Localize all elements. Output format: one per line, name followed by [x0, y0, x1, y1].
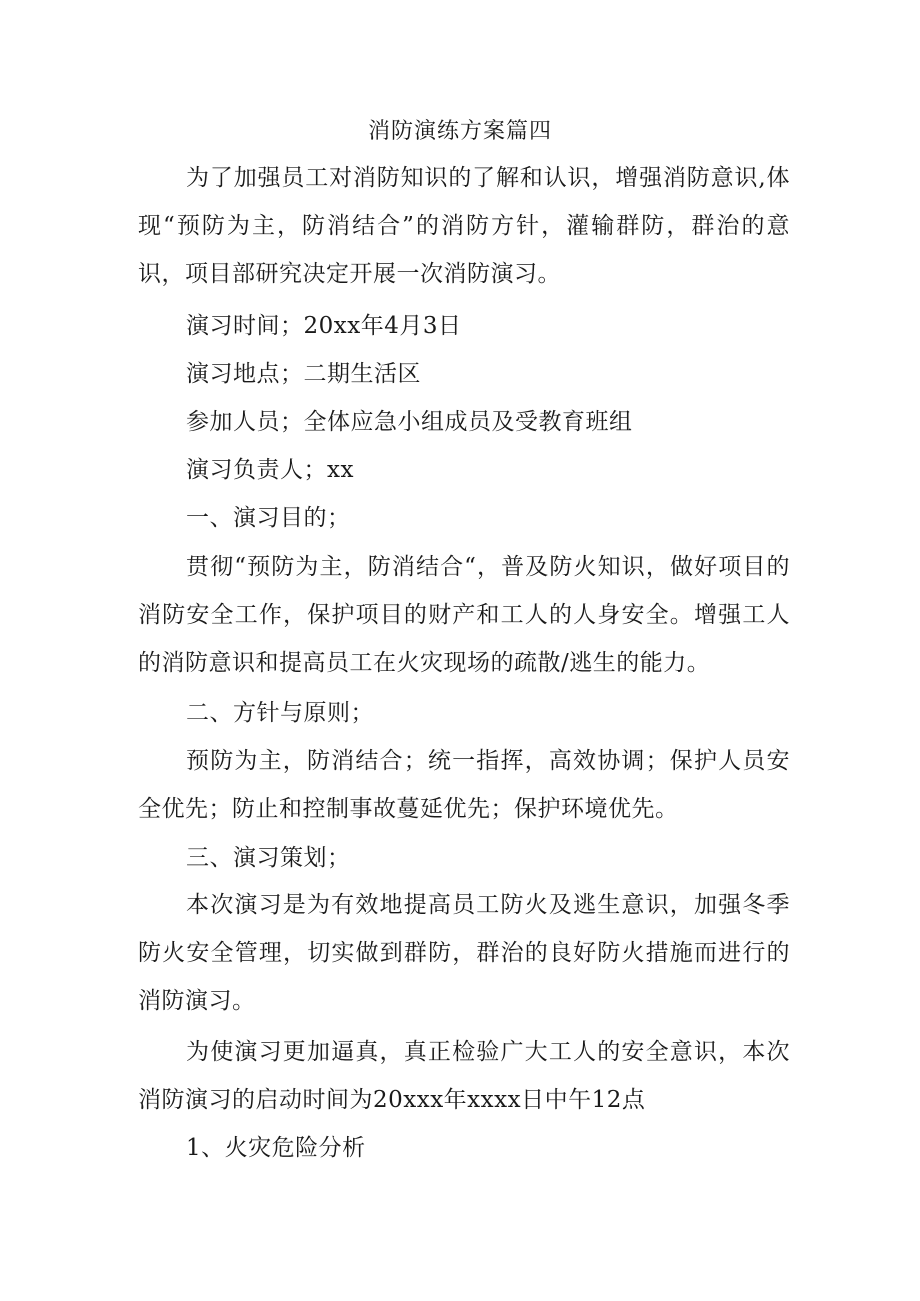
- subsection-1-heading: 1、火灾危险分析: [186, 1135, 366, 1161]
- drill-time: 演习时间；20xx年4月3日: [186, 313, 462, 339]
- drill-participants: 参加人员；全体应急小组成员及受教育班组: [186, 409, 633, 435]
- section-3-body-1: 本次演习是为有效地提高员工防火及逃生意识，加强冬季防火安全管理，切实做到群防，群治的良好防火措施而进行的消防演习。: [138, 892, 790, 1014]
- intro-paragraph: 为了加强员工对消防知识的了解和认识，增强消防意识,体现“预防为主，防消结合”的消防方针，灌输群防，群治的意识，项目部研究决定开展一次消防演习。: [138, 165, 790, 287]
- drill-place: 演习地点；二期生活区: [186, 361, 421, 387]
- section-1-heading: 一、演习目的；: [186, 505, 351, 531]
- section-2-heading: 二、方针与原则；: [186, 700, 374, 726]
- document-title: 消防演练方案篇四: [367, 119, 552, 144]
- drill-leader: 演习负责人；xx: [186, 457, 354, 483]
- section-3-body-2: 为使演习更加逼真，真正检验广大工人的安全意识，本次消防演习的启动时间为20xxx年xxxx日中午12点: [138, 1039, 790, 1113]
- section-1-body: 贯彻“预防为主，防消结合“，普及防火知识，做好项目的消防安全工作，保护项目的财产和工人的人身安全。增强工人的消防意识和提高员工在火灾现场的疏散/逃生的能力。: [138, 554, 790, 676]
- section-3-heading: 三、演习策划；: [186, 845, 351, 871]
- section-2-body: 预防为主，防消结合；统一指挥，高效协调；保护人员安全优先；防止和控制事故蔓延优先；保护环境优先。: [138, 748, 790, 822]
